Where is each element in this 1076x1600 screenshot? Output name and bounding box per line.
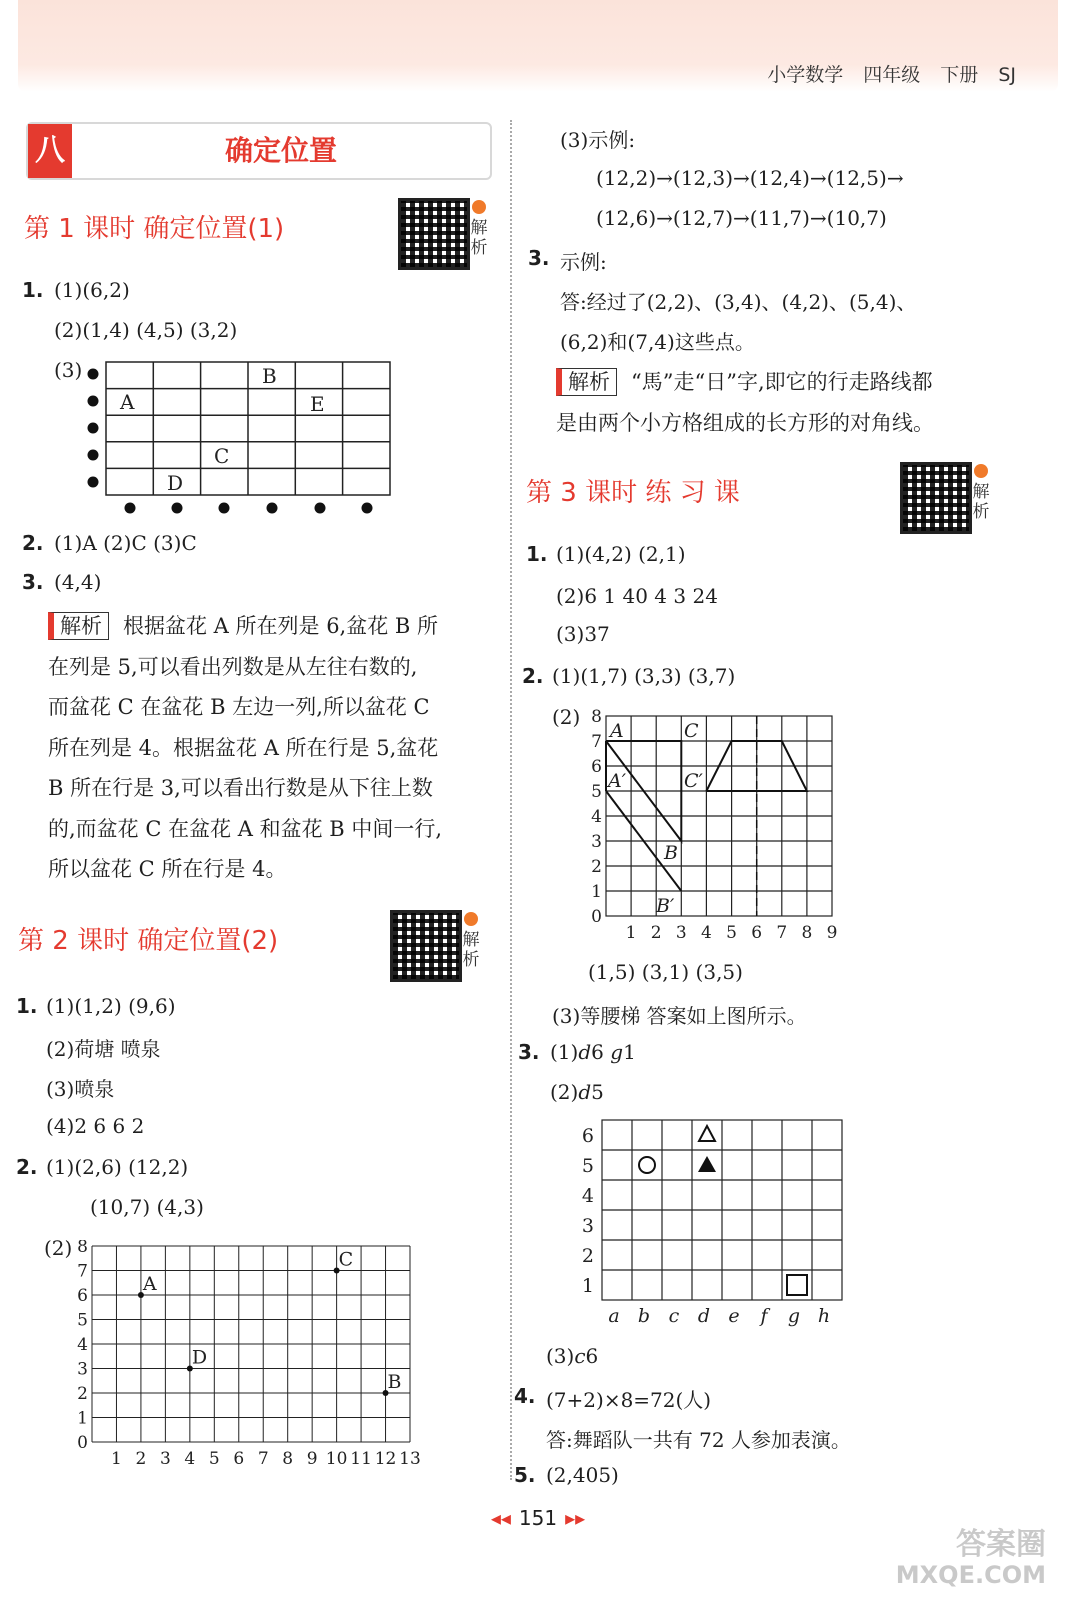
y-tick-label: 6 bbox=[77, 1286, 88, 1306]
page-number: ◂◂ 151 ▸▸ bbox=[490, 1506, 586, 1530]
x-tick-label: 11 bbox=[350, 1449, 372, 1469]
l3-q4-label: 4. bbox=[514, 1384, 536, 1408]
l3-q2-3: (3)等腰梯 答案如上图所示。 bbox=[552, 1004, 807, 1028]
x-tick-label: 5 bbox=[208, 1449, 220, 1469]
grid-label-c: C bbox=[214, 444, 230, 468]
qr-code-lesson2[interactable] bbox=[390, 910, 462, 982]
analysis-tag: 解析 bbox=[48, 612, 109, 640]
svg-text:2: 2 bbox=[591, 857, 602, 877]
l1-q1-1: (1)(6,2) bbox=[54, 278, 130, 302]
l2-q3-label: 3. bbox=[528, 246, 550, 270]
x-tick-label: 4 bbox=[184, 1449, 196, 1469]
svg-text:B′: B′ bbox=[656, 895, 675, 917]
svg-text:6: 6 bbox=[591, 757, 602, 777]
l3-q2-2: (2) bbox=[552, 705, 581, 729]
l3-q2-1: (1)(1,7) (3,3) (3,7) bbox=[552, 664, 736, 688]
l3-q1-3: (3)37 bbox=[556, 622, 610, 646]
qr-code-lesson1[interactable] bbox=[398, 198, 470, 270]
l2-q1-3: (3)喷泉 bbox=[46, 1077, 115, 1101]
y-tick-label: 5 bbox=[77, 1310, 88, 1331]
svg-text:C: C bbox=[684, 720, 699, 742]
svg-text:4: 4 bbox=[591, 807, 602, 827]
svg-text:3: 3 bbox=[675, 923, 687, 943]
l2-analysis: 解析 “馬”走“日”字,即它的行走路线都 是由两个小方格组成的长方形的对角线。 bbox=[556, 370, 934, 435]
l2-q3-ans2: (6,2)和(7,4)这些点。 bbox=[560, 330, 755, 354]
svg-text:4: 4 bbox=[700, 923, 712, 943]
l1-q2-label: 2. bbox=[22, 531, 44, 555]
l1-q1-3: (3) bbox=[54, 358, 83, 382]
l1-q3-label: 3. bbox=[22, 570, 44, 594]
l2-q2-3: (3)示例: bbox=[560, 128, 636, 152]
svg-text:3: 3 bbox=[591, 832, 602, 852]
svg-text:B: B bbox=[664, 842, 678, 864]
circle-piece-icon bbox=[639, 1157, 655, 1173]
l2-q1-label: 1. bbox=[16, 994, 38, 1018]
svg-text:g: g bbox=[787, 1305, 801, 1327]
l2-q1-1: (1)(1,2) (9,6) bbox=[46, 994, 176, 1018]
y-tick-label: 2 bbox=[77, 1384, 88, 1404]
point-label-c: C bbox=[338, 1248, 354, 1271]
hollow-triangle-icon bbox=[699, 1126, 715, 1141]
svg-text:e: e bbox=[728, 1305, 740, 1327]
svg-text:3: 3 bbox=[581, 1215, 594, 1237]
svg-text:A′: A′ bbox=[608, 770, 627, 792]
watermark: 答案圈 MXQE.COM bbox=[895, 1527, 1046, 1589]
solid-triangle-icon bbox=[698, 1156, 716, 1172]
y-tick-label: 1 bbox=[77, 1408, 88, 1429]
l3-q3-2: (2)d5 bbox=[550, 1080, 604, 1104]
lesson2-title: 第 2 课时 确定位置(2) bbox=[18, 926, 279, 956]
x-tick-label: 9 bbox=[306, 1449, 318, 1469]
svg-text:c: c bbox=[668, 1305, 680, 1327]
y-tick-label: 4 bbox=[77, 1335, 88, 1355]
play-icon bbox=[472, 200, 486, 214]
l1-analysis: 解析 根据盆花 A 所在列是 6,盆花 B 所 在列是 5,可以看出列数是从左往右数的, 而盆花 C 在盆花 B 左边一列,所以盆花 C 所在列是 4。根据盆花 A 所在行是 5,盆花 B 所在行是 3,可以看出行数是从下往上数 的,而盆花 C 在盆花 A 和盆花 B 中间一行, 所以盆花 C 所在行是 4。 bbox=[48, 614, 443, 881]
l2-q2-1: (1)(2,6) (12,2) bbox=[46, 1155, 189, 1179]
l2-q2-2: (2) bbox=[44, 1236, 73, 1260]
chessboard-grid bbox=[578, 1116, 852, 1336]
l1-q3: (4,4) bbox=[54, 570, 102, 594]
svg-text:f: f bbox=[760, 1305, 768, 1327]
l3-q3-3: (3)c6 bbox=[546, 1344, 599, 1368]
l1-q2: (1)A (2)C (3)C bbox=[54, 531, 197, 555]
qr-code-lesson3[interactable] bbox=[900, 462, 972, 534]
svg-text:8: 8 bbox=[801, 923, 813, 943]
l3-q5: (2,405) bbox=[546, 1463, 619, 1487]
point-label-b: B bbox=[387, 1371, 402, 1393]
svg-text:b: b bbox=[637, 1305, 651, 1327]
l2-q2-1b: (10,7) (4,3) bbox=[90, 1195, 204, 1219]
qr-label-lesson1: 解析 bbox=[468, 200, 490, 258]
svg-text:1: 1 bbox=[625, 923, 637, 943]
lesson3-title: 第 3 课时 练 习 课 bbox=[526, 478, 740, 508]
svg-text:6: 6 bbox=[581, 1125, 594, 1147]
l2-q2-label: 2. bbox=[16, 1155, 38, 1179]
grid-label-e: E bbox=[310, 392, 325, 416]
svg-text:5: 5 bbox=[591, 782, 602, 802]
chapter-title: 确定位置 bbox=[224, 134, 337, 167]
svg-text:8: 8 bbox=[591, 707, 602, 727]
l3-q3-1: (1)d6 g1 bbox=[550, 1040, 636, 1064]
x-tick-label: 10 bbox=[325, 1449, 348, 1469]
l3-q1-1: (1)(4,2) (2,1) bbox=[556, 542, 686, 566]
svg-text:1: 1 bbox=[581, 1275, 594, 1297]
x-tick-label: 8 bbox=[282, 1449, 294, 1469]
qr-label-lesson3: 解析 bbox=[970, 464, 992, 522]
l3-q1-2: (2)6 1 40 4 3 24 bbox=[556, 584, 718, 608]
svg-text:2: 2 bbox=[581, 1245, 594, 1267]
x-tick-label: 13 bbox=[399, 1449, 421, 1469]
route-line-1: (12,2)→(12,3)→(12,4)→(12,5)→ bbox=[596, 166, 904, 190]
svg-text:C′: C′ bbox=[684, 770, 703, 792]
l2-q1-2: (2)荷塘 喷泉 bbox=[46, 1037, 161, 1061]
x-tick-label: 2 bbox=[135, 1449, 147, 1469]
l3-q5-label: 5. bbox=[514, 1463, 536, 1487]
x-tick-label: 12 bbox=[374, 1449, 397, 1469]
svg-text:2: 2 bbox=[650, 923, 662, 943]
l3-q4-2: 答:舞蹈队一共有 72 人参加表演。 bbox=[546, 1428, 851, 1452]
l2-q1-4: (4)2 6 6 2 bbox=[46, 1114, 145, 1138]
l1-q1-2: (2)(1,4) (4,5) (3,2) bbox=[54, 318, 238, 342]
y-tick-label: 3 bbox=[77, 1359, 88, 1380]
svg-text:5: 5 bbox=[726, 923, 738, 943]
column-divider bbox=[510, 120, 512, 1480]
l1-q1-label: 1. bbox=[22, 278, 44, 302]
route-line-2: (12,6)→(12,7)→(11,7)→(10,7) bbox=[596, 206, 887, 230]
svg-text:7: 7 bbox=[591, 732, 602, 752]
svg-text:6: 6 bbox=[751, 923, 763, 943]
l3-q3-label: 3. bbox=[518, 1040, 540, 1064]
l2-q3-ans1: 答:经过了(2,2)、(3,4)、(4,2)、(5,4)、 bbox=[560, 290, 917, 314]
svg-text:d: d bbox=[697, 1305, 711, 1327]
grid-label-a: A bbox=[120, 390, 135, 414]
svg-text:4: 4 bbox=[581, 1185, 594, 1207]
l2-q3-head: 示例: bbox=[560, 250, 607, 274]
svg-text:h: h bbox=[817, 1305, 831, 1327]
seat-grid-figure bbox=[80, 356, 400, 518]
trapezoid-graph bbox=[584, 706, 844, 948]
qr-label-lesson2: 解析 bbox=[460, 912, 482, 970]
point-label-d: D bbox=[191, 1346, 208, 1369]
x-tick-label: 7 bbox=[257, 1449, 269, 1469]
coordinate-grid-13x8 bbox=[70, 1240, 430, 1472]
book-info: 小学数学 四年级 下册 SJ bbox=[767, 64, 1016, 86]
grid-label-b: B bbox=[262, 364, 277, 388]
grid-label-d: D bbox=[167, 471, 184, 495]
y-tick-label: 0 bbox=[77, 1433, 88, 1453]
svg-text:9: 9 bbox=[826, 923, 838, 943]
x-tick-label: 1 bbox=[111, 1449, 122, 1469]
point-label-a: A bbox=[142, 1273, 157, 1295]
svg-text:a: a bbox=[608, 1305, 620, 1327]
svg-text:1: 1 bbox=[591, 882, 602, 902]
lesson1-title: 第 1 课时 确定位置(1) bbox=[24, 214, 285, 244]
square-piece-icon bbox=[787, 1275, 807, 1295]
l3-q1-label: 1. bbox=[526, 542, 548, 566]
l3-q4-1: (7+2)×8=72(人) bbox=[546, 1388, 712, 1412]
svg-text:7: 7 bbox=[776, 923, 788, 943]
chapter-banner bbox=[26, 122, 492, 180]
svg-text:A: A bbox=[610, 720, 624, 742]
y-tick-label: 8 bbox=[77, 1240, 88, 1257]
x-tick-label: 3 bbox=[159, 1449, 171, 1469]
l3-q2-label: 2. bbox=[522, 664, 544, 688]
y-tick-label: 7 bbox=[77, 1261, 88, 1282]
x-tick-label: 6 bbox=[233, 1449, 245, 1469]
l3-q2-coords: (1,5) (3,1) (3,5) bbox=[588, 960, 743, 984]
svg-text:5: 5 bbox=[581, 1155, 594, 1177]
chapter-number: 八 bbox=[28, 124, 72, 178]
svg-text:0: 0 bbox=[591, 907, 602, 927]
